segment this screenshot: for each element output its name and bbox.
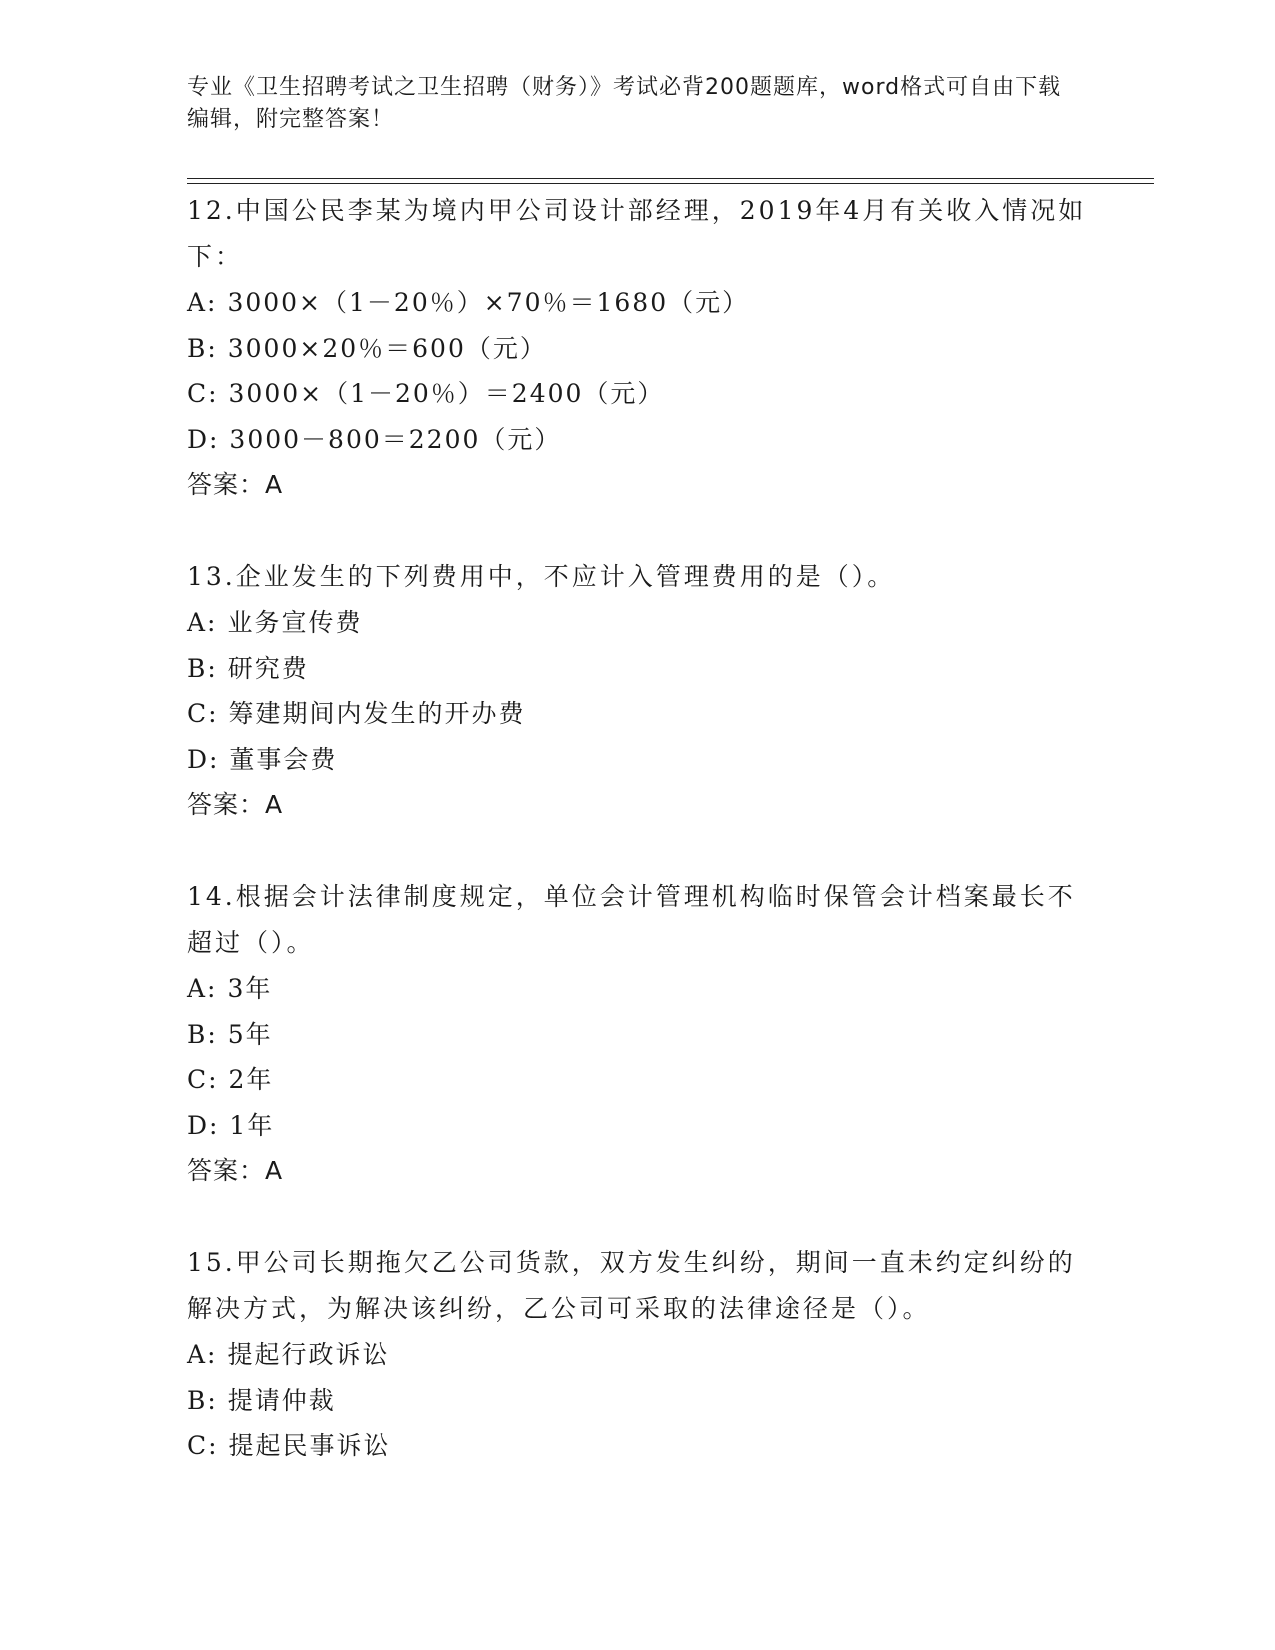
question-14	[187, 874, 1087, 1194]
answer-line: 答案：A	[187, 790, 284, 819]
header-rule-top	[187, 178, 1154, 179]
option-letter: B:	[187, 333, 218, 363]
option-letter: C:	[187, 1431, 219, 1460]
option-letter: C:	[187, 699, 219, 728]
option-text: 提起行政诉讼	[227, 1340, 390, 1369]
option-letter: C:	[187, 379, 219, 408]
option-text: 筹建期间内发生的开办费	[228, 699, 526, 728]
option-a	[187, 600, 1087, 646]
option-text: 3000×20％＝600（元）	[227, 333, 547, 363]
question-13	[187, 554, 1087, 828]
option-letter: D:	[187, 1110, 220, 1140]
option-letter: D:	[187, 744, 220, 774]
option-letter: B:	[187, 1385, 218, 1415]
option-b	[187, 326, 1087, 372]
question-list	[187, 188, 1087, 1515]
option-text: 3000－800＝2200（元）	[229, 424, 562, 454]
question-stem: 12.中国公民李某为境内甲公司设计部经理，2019年4月有关收入情况如下：	[187, 196, 1087, 271]
option-d	[187, 1103, 1087, 1149]
question-stem: 13.企业发生的下列费用中，不应计入管理费用的是（）。	[187, 562, 896, 591]
option-text: 研究费	[227, 653, 309, 683]
option-b	[187, 646, 1087, 692]
option-letter: B:	[187, 1019, 218, 1049]
option-text: 提请仲裁	[227, 1385, 336, 1415]
question-12	[187, 188, 1087, 508]
option-text: 5年	[227, 1019, 273, 1049]
option-letter: A:	[187, 288, 218, 317]
option-d	[187, 737, 1087, 783]
option-c	[187, 371, 1087, 417]
answer-line: 答案：A	[187, 470, 284, 499]
option-text: 业务宣传费	[227, 608, 363, 637]
option-letter: D:	[187, 424, 220, 454]
option-d	[187, 417, 1087, 463]
option-letter: A:	[187, 1340, 218, 1369]
option-letter: C:	[187, 1065, 219, 1094]
option-c	[187, 1423, 1087, 1469]
answer-line: 答案：A	[187, 1156, 284, 1185]
option-text: 2年	[228, 1065, 274, 1094]
option-b	[187, 1012, 1087, 1058]
option-letter: B:	[187, 653, 218, 683]
option-text: 董事会费	[229, 744, 338, 774]
option-c	[187, 1057, 1087, 1103]
option-c	[187, 691, 1087, 737]
option-letter: A:	[187, 974, 218, 1003]
option-text: 3000×（1－20％）＝2400（元）	[228, 379, 665, 408]
document-header: 专业《卫生招聘考试之卫生招聘（财务）》考试必背200题题库，word格式可自由下载编辑，附完整答案！	[187, 75, 1062, 132]
option-a	[187, 1332, 1087, 1378]
question-15	[187, 1240, 1087, 1469]
option-a	[187, 966, 1087, 1012]
option-text: 3000×（1－20％）×70％＝1680（元）	[227, 288, 750, 317]
option-a	[187, 280, 1087, 326]
question-stem: 14.根据会计法律制度规定，单位会计管理机构临时保管会计档案最长不超过（）。	[187, 882, 1076, 957]
option-text: 提起民事诉讼	[228, 1431, 391, 1460]
option-letter: A:	[187, 608, 218, 637]
header-rule-bottom	[187, 183, 1154, 184]
option-text: 1年	[229, 1110, 275, 1140]
question-stem: 15.甲公司长期拖欠乙公司货款，双方发生纠纷，期间一直未约定纠纷的解决方式，为解决该纠纷，乙公司可采取的法律途径是（）。	[187, 1248, 1076, 1323]
option-b	[187, 1378, 1087, 1424]
option-text: 3年	[227, 974, 273, 1003]
